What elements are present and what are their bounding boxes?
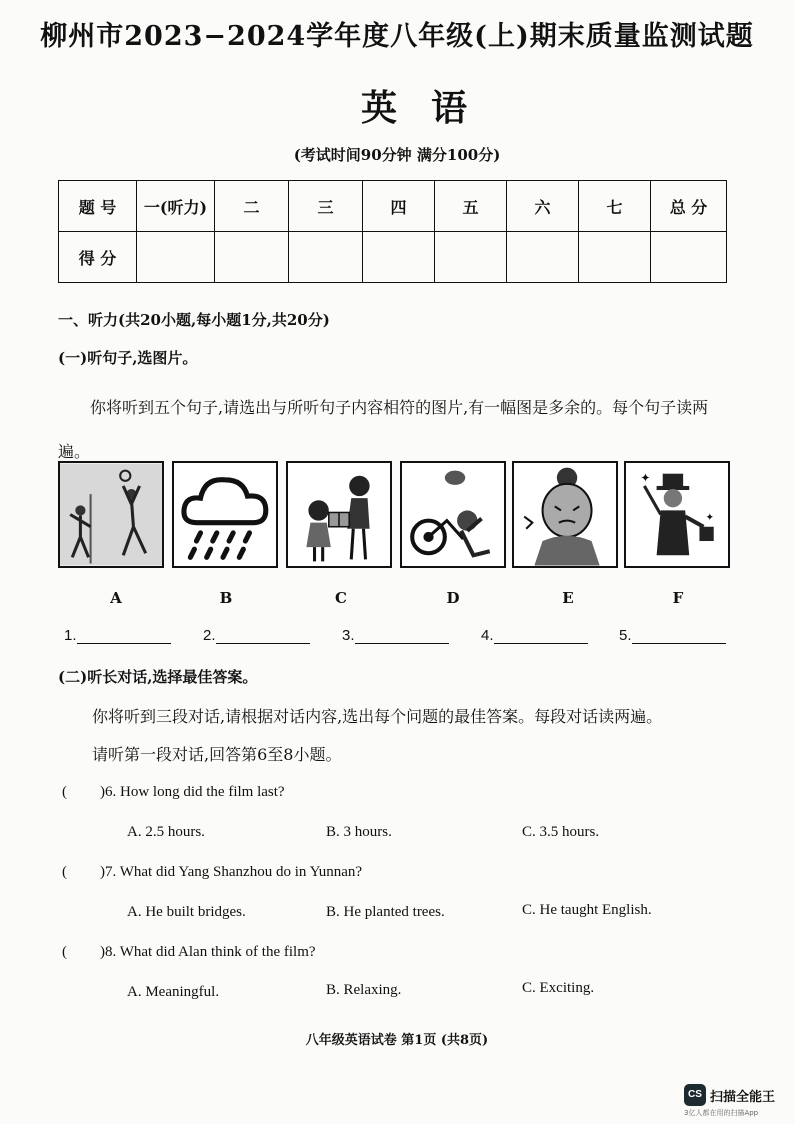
score-table-header-cell: 七	[579, 181, 651, 232]
sub1-instructions: 你将听到五个句子,请选出与所听句子内容相符的图片,有一幅图是多余的。每个句子读两遍。	[58, 398, 709, 461]
exam-info: (考试时间90分钟 满分100分)	[293, 146, 501, 164]
bike-accident-icon	[400, 461, 506, 568]
question-6-option-a: A. 2.5 hours.	[127, 824, 205, 840]
picture-letter: F	[672, 589, 684, 607]
exam-title: 柳州市2023−2024学年度八年级(上)期末质量监测试题	[40, 21, 754, 52]
score-table-header-row	[59, 181, 727, 232]
sub2-heading: (二)听长对话,选择最佳答案。	[58, 668, 258, 686]
score-cell[interactable]	[289, 232, 363, 283]
score-table-header-cell: 六	[507, 181, 579, 232]
dialogue-intro: 请听第一段对话,回答第6至8小题。	[92, 745, 342, 764]
score-cell[interactable]	[215, 232, 289, 283]
subject-title: 英语	[360, 87, 501, 129]
children-sharing-gift-icon	[286, 461, 392, 568]
answer-blank[interactable]	[64, 627, 171, 644]
question-7: )7. What did Yang Shanzhou do in Yunnan?	[100, 864, 363, 880]
score-table-header-cell: 五	[435, 181, 507, 232]
picture-letter: E	[562, 589, 574, 607]
volleyball-players-icon	[58, 461, 164, 568]
score-table-header-cell: 一(听力)	[137, 181, 215, 232]
answer-blank-number: 2.	[203, 627, 216, 644]
answer-blank[interactable]	[203, 627, 310, 644]
camscanner-logo-icon: CS	[684, 1084, 706, 1106]
rain-cloud-icon	[172, 461, 278, 568]
svg-text:✦: ✦	[640, 470, 651, 485]
question-7-option-c: C. He taught English.	[522, 902, 652, 918]
score-table-header-cell: 四	[363, 181, 435, 232]
part1-heading: 一、听力(共20小题,每小题1分,共20分)	[58, 311, 330, 329]
score-table-header-cell: 题 号	[59, 181, 137, 232]
picture-options	[58, 461, 728, 571]
picture-letter: A	[110, 589, 122, 607]
score-cell[interactable]	[507, 232, 579, 283]
sub2-instructions: 你将听到三段对话,请根据对话内容,选出每个问题的最佳答案。每段对话读两遍。	[92, 707, 663, 726]
question-8: )8. What did Alan think of the film?	[100, 944, 316, 960]
question-8-option-b: B. Relaxing.	[326, 982, 402, 998]
answer-blank[interactable]	[481, 627, 588, 644]
score-cell[interactable]	[579, 232, 651, 283]
watermark-name: 扫描全能王	[710, 1090, 776, 1105]
answer-blank-number: 5.	[619, 627, 632, 644]
question-6-option-b: B. 3 hours.	[326, 824, 392, 840]
picture-letter: C	[335, 589, 347, 607]
score-table-header-cell: 总 分	[651, 181, 727, 232]
sub1-heading: (一)听句子,选图片。	[58, 349, 198, 367]
question-6-paren[interactable]: (	[62, 784, 67, 800]
score-cell[interactable]	[363, 232, 435, 283]
answer-blank-number: 1.	[64, 627, 77, 644]
question-8-option-c: C. Exciting.	[522, 980, 595, 996]
question-8-paren[interactable]: (	[62, 944, 67, 960]
question-8-option-a: A. Meaningful.	[127, 984, 220, 1000]
picture-letter: B	[219, 589, 233, 607]
magician-icon	[624, 461, 730, 568]
score-table	[58, 180, 727, 283]
watermark-tagline: 3亿人都在用的扫描App	[684, 1109, 759, 1117]
answer-blank-number: 3.	[342, 627, 355, 644]
answer-blank-number: 4.	[481, 627, 494, 644]
question-6-option-c: C. 3.5 hours.	[522, 824, 600, 840]
sick-woman-icon	[512, 461, 618, 568]
answer-blank[interactable]	[619, 627, 726, 644]
score-table-header-cell: 三	[289, 181, 363, 232]
score-cell[interactable]	[651, 232, 727, 283]
question-7-paren[interactable]: (	[62, 864, 67, 880]
question-6: )6. How long did the film last?	[100, 784, 285, 800]
question-7-option-b: B. He planted trees.	[326, 904, 445, 920]
svg-text:✦: ✦	[705, 512, 715, 524]
score-table-score-row	[59, 232, 727, 283]
score-table-header-cell: 二	[215, 181, 289, 232]
score-cell[interactable]	[435, 232, 507, 283]
page-footer: 八年级英语试卷 第1页 (共8页)	[305, 1033, 489, 1048]
score-row-label: 得 分	[59, 232, 137, 283]
picture-letter: D	[446, 589, 460, 607]
answer-blank[interactable]	[342, 627, 449, 644]
question-7-option-a: A. He built bridges.	[127, 904, 246, 920]
score-cell[interactable]	[137, 232, 215, 283]
